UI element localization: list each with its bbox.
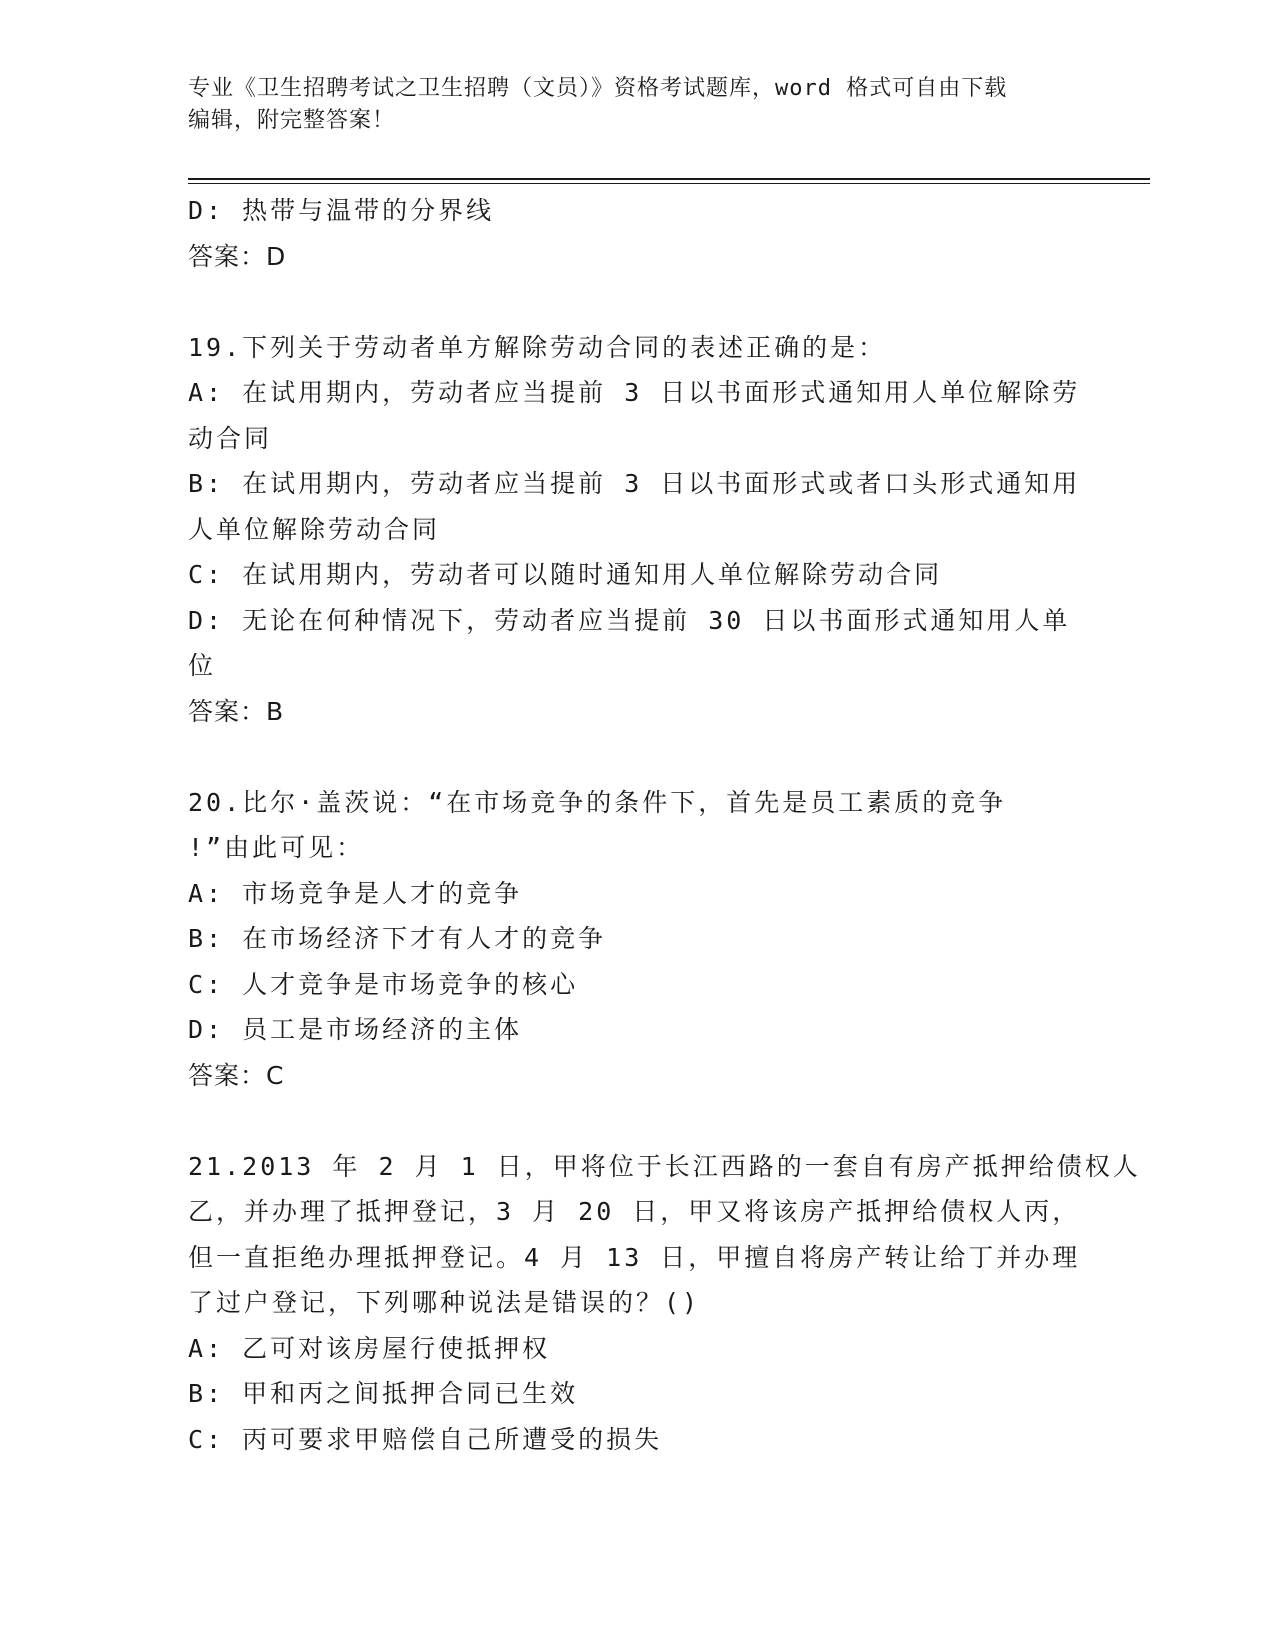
- header-line-2: 编辑，附完整答案！: [188, 108, 396, 133]
- question-21-stem: 21.2013 年 2 月 1 日，甲将位于长江西路的一套自有房产抵押给债权人: [188, 1151, 1141, 1181]
- question-20-answer: 答案：C: [188, 1060, 285, 1090]
- question-list: [188, 188, 1141, 1462]
- question-19-answer: 答案：B: [188, 696, 285, 726]
- question-21-option-b: B: 甲和丙之间抵押合同已生效: [188, 1379, 579, 1408]
- answer: 答案：D: [188, 241, 287, 271]
- question-20-option-a: A: 市场竞争是人才的竞争: [188, 878, 523, 908]
- question-19-option-a-cont: 动合同: [188, 423, 273, 453]
- question-20-stem: 20.比尔·盖茨说：“在市场竞争的条件下，首先是员工素质的竞争: [188, 787, 1007, 817]
- question-19-option-d-cont: 位: [188, 651, 217, 680]
- question-20-stem-cont: !”由此可见：: [188, 833, 365, 862]
- question-20-option-d: D: 员工是市场经济的主体: [188, 1015, 523, 1044]
- document-header: [188, 73, 1088, 137]
- header-rule: [188, 178, 1150, 180]
- question-21-stem-cont-3: 了过户登记，下列哪种说法是错误的？(): [188, 1288, 701, 1317]
- header-rule-thin: [188, 183, 1150, 184]
- question-19-option-a: A: 在试用期内，劳动者应当提前 3 日以书面形式通知用人单位解除劳: [188, 378, 1081, 407]
- question-21-stem-cont-2: 但一直拒绝办理抵押登记。4 月 13 日，甲擅自将房产转让给丁并办理: [188, 1242, 1081, 1272]
- question-19-stem: 19.下列关于劳动者单方解除劳动合同的表述正确的是：: [188, 332, 887, 362]
- question-19-option-c: C: 在试用期内，劳动者可以随时通知用人单位解除劳动合同: [188, 560, 943, 589]
- question-20-option-b: B: 在市场经济下才有人才的竞争: [188, 924, 607, 953]
- spacer: [188, 734, 1088, 780]
- spacer: [188, 279, 1088, 325]
- question-19-option-b: B: 在试用期内，劳动者应当提前 3 日以书面形式或者口头形式通知用: [188, 469, 1081, 498]
- question-20-option-c: C: 人才竞争是市场竞争的核心: [188, 969, 579, 999]
- question-21-stem-cont-1: 乙，并办理了抵押登记，3 月 20 日，甲又将该房产抵押给债权人丙，: [188, 1197, 1081, 1226]
- question-19-option-b-cont: 人单位解除劳动合同: [188, 514, 441, 544]
- question-21-option-a: A: 乙可对该房屋行使抵押权: [188, 1333, 551, 1363]
- question-21-option-c: C: 丙可要求甲赔偿自己所遭受的损失: [188, 1424, 663, 1454]
- option-d: D: 热带与温带的分界线: [188, 196, 495, 225]
- spacer: [188, 1098, 1088, 1144]
- header-line-1: 专业《卫生招聘考试之卫生招聘（文员）》资格考试题库，word 格式可自由下载: [188, 76, 1008, 101]
- question-19-option-d: D: 无论在何种情况下，劳动者应当提前 30 日以书面形式通知用人单: [188, 605, 1071, 635]
